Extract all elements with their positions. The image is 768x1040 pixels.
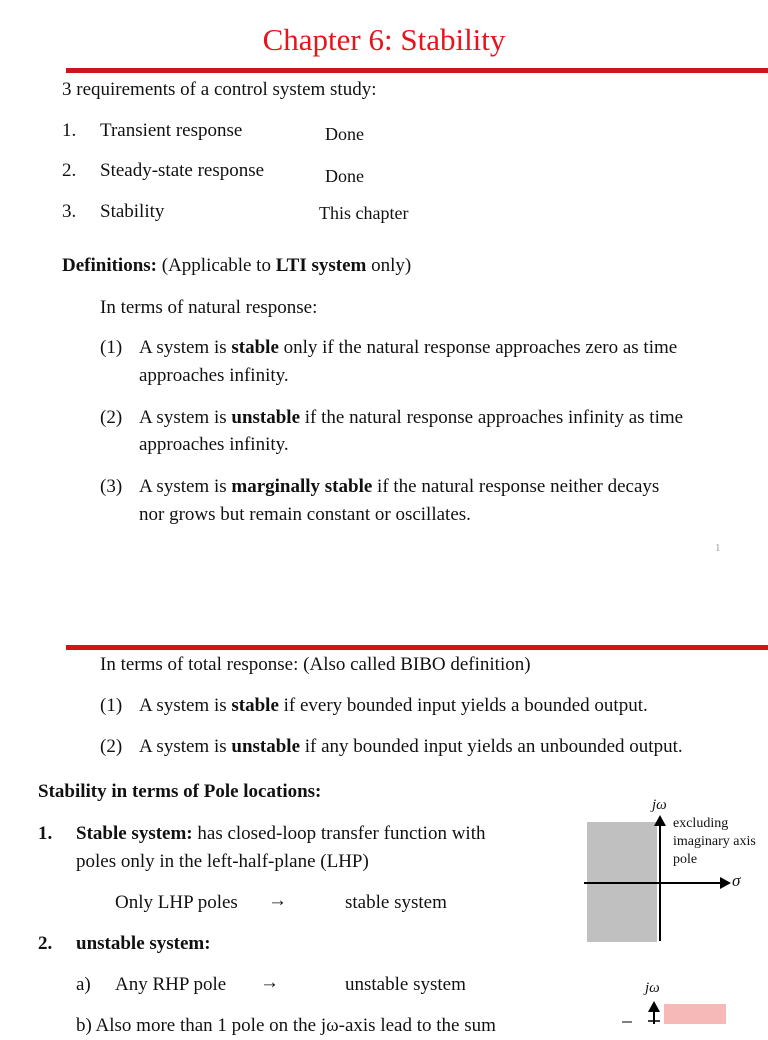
rhp-left: Any RHP pole [115, 974, 227, 995]
lhp-left: Only LHP poles [115, 892, 238, 913]
req-3-label: Stability [100, 201, 165, 222]
stable-line2: poles only in the left-half-plane (LHP) [76, 851, 369, 872]
unstable-num-text: 2. [38, 933, 53, 954]
definitions-paren-close: only) [366, 255, 412, 276]
stable-line1 [76, 820, 485, 848]
total-1-num: (1) [100, 695, 123, 716]
natural-1-pre: A system is [139, 337, 232, 358]
total-2-pre: A system is [139, 736, 232, 757]
natural-2-num: (2) [100, 407, 123, 428]
imaginary-axis-arrowhead [654, 815, 666, 826]
excluding-note-line2: imaginary axis [673, 834, 756, 849]
total-2-term: unstable [231, 736, 301, 757]
excluding-note-line3: pole [673, 852, 698, 867]
req-2-num: 2. [62, 160, 77, 181]
pole-locations-heading-text: Stability in terms of Pole locations: [38, 781, 322, 802]
sigma-label: σ [732, 871, 741, 890]
total-2-line [139, 733, 683, 761]
req-2-label: Steady-state response [100, 160, 265, 181]
unstable-term: unstable system: [76, 933, 211, 954]
natural-3-line1 [139, 473, 659, 501]
stable-num [38, 820, 52, 848]
natural-1-line1 [139, 334, 677, 362]
total-2-num: (2) [100, 736, 123, 757]
title-divider [66, 68, 768, 73]
stable-term: Stable system: [76, 823, 193, 844]
pole-locations-heading [38, 778, 321, 806]
arrow-icon: → [268, 890, 287, 911]
unstable-heading [76, 930, 211, 958]
page-number: 1 [715, 542, 721, 554]
natural-3-num: (3) [100, 476, 123, 497]
req-1-status: Done [325, 124, 364, 144]
natural-3-pre: A system is [139, 476, 232, 497]
natural-1-line2: approaches infinity. [139, 365, 289, 386]
req-1-label: Transient response [100, 120, 243, 141]
total-2-post: if any bounded input yields an unbounded output. [300, 736, 683, 757]
natural-2-pre: A system is [139, 407, 232, 428]
rhp-shaded-region [664, 1004, 726, 1024]
lti-system-term: LTI system [275, 255, 367, 276]
excluding-note-line1: excluding [673, 816, 729, 831]
natural-2-line1 [139, 404, 683, 432]
req-1-num: 1. [62, 120, 77, 141]
real-axis-arrowhead [720, 877, 731, 889]
imaginary-axis-arrowhead-2 [648, 1001, 660, 1012]
lhp-right: stable system [345, 892, 447, 913]
stable-text: has closed-loop transfer function with [192, 823, 486, 844]
total-1-post: if every bounded input yields a bounded output. [278, 695, 648, 716]
requirements-intro: 3 requirements of a control system study: [62, 79, 377, 100]
arrow-icon-2: → [260, 972, 279, 993]
natural-3-line2: nor grows but remain constant or oscillates. [139, 504, 471, 525]
rhp-right: unstable system [345, 974, 466, 995]
req-3-status: This chapter [319, 203, 409, 223]
total-1-line [139, 692, 648, 720]
req-2-status: Done [325, 166, 364, 186]
total-response-heading: In terms of total response: (Also called BIBO definition) [100, 654, 531, 675]
natural-2-post: if the natural response approaches infinity as time [300, 407, 684, 428]
total-1-term: stable [231, 695, 279, 716]
natural-1-num: (1) [100, 337, 123, 358]
b-line: b) Also more than 1 pole on the jω-axis lead to the sum [76, 1015, 496, 1036]
page-title: Chapter 6: Stability [262, 22, 506, 57]
total-1-pre: A system is [139, 695, 232, 716]
rhp-pole-diagram [610, 998, 768, 1024]
natural-3-post: if the natural response neither decays [372, 476, 660, 497]
natural-1-post: only if the natural response approaches zero as time [278, 337, 678, 358]
unstable-num [38, 930, 52, 958]
slide2-divider [66, 645, 768, 650]
natural-1-term: stable [231, 337, 279, 358]
natural-2-line2: approaches infinity. [139, 434, 289, 455]
req-3-num: 3. [62, 201, 77, 222]
natural-response-heading: In terms of natural response: [100, 297, 318, 318]
definitions-paren-open: (Applicable to [157, 255, 276, 276]
stable-num-text: 1. [38, 823, 53, 844]
definitions-line [62, 252, 411, 280]
jw-label-2: jω [645, 980, 660, 996]
natural-2-term: unstable [231, 407, 301, 428]
definitions-heading: Definitions: [62, 255, 157, 276]
rhp-letter: a) [76, 974, 91, 995]
natural-3-term: marginally stable [231, 476, 373, 497]
jw-label: jω [652, 797, 667, 813]
